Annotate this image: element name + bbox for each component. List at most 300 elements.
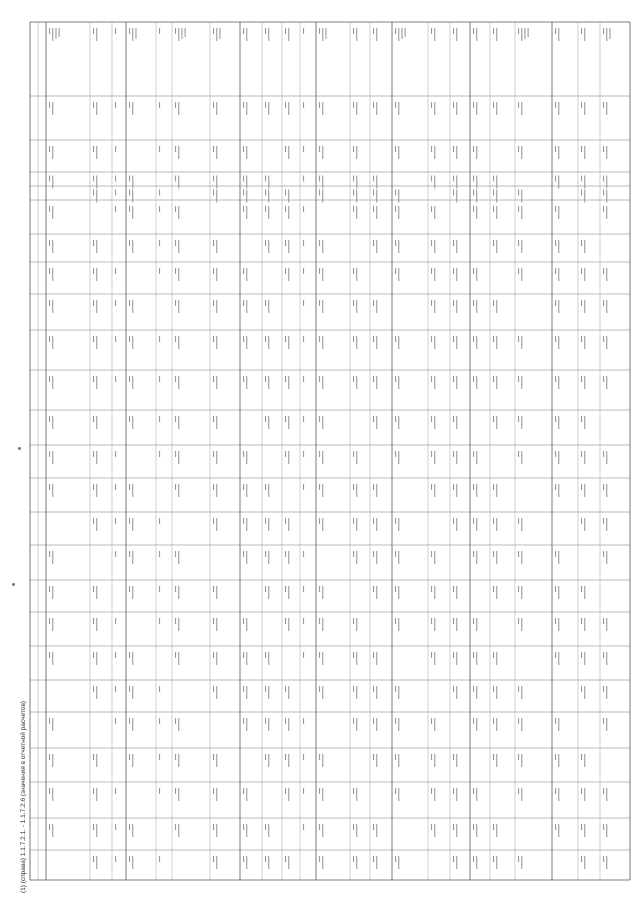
table-cell-text <box>603 518 604 524</box>
table-cell-text <box>96 336 97 349</box>
table-cell-text <box>493 206 494 212</box>
table-cell-text <box>558 416 559 429</box>
table-cell-text <box>319 268 320 274</box>
table-cell-text <box>265 376 266 382</box>
table-cell-text <box>178 102 179 115</box>
table-cell-text <box>521 240 522 253</box>
table-cell-text <box>453 240 454 246</box>
table-cell-text <box>434 206 435 219</box>
table-cell-text <box>606 376 607 389</box>
table-cell-text <box>268 102 269 115</box>
margin-mark <box>18 447 21 450</box>
table-cell-text <box>431 586 432 592</box>
table-cell-text <box>473 518 474 524</box>
table-cell-text <box>213 146 214 152</box>
table-cell-text <box>434 416 435 429</box>
table-cell-text <box>129 240 130 246</box>
table-cell-text <box>518 102 519 108</box>
table-cell-text <box>434 240 435 253</box>
table-cell-text <box>93 451 94 457</box>
table-cell-text <box>132 484 133 497</box>
table-cell-text <box>216 586 217 599</box>
table-cell-text <box>322 824 323 837</box>
table-cell-text <box>288 102 289 115</box>
table-cell-text <box>243 28 244 34</box>
table-cell-text <box>453 451 454 457</box>
table-cell-text <box>606 788 607 801</box>
table-cell-text <box>398 28 399 41</box>
table-cell-text <box>603 28 604 34</box>
table-cell-text <box>603 300 604 306</box>
table-cell-text <box>268 586 269 599</box>
table-cell-text <box>434 451 435 464</box>
table-cell-text <box>603 146 604 152</box>
table-cell-text <box>285 718 286 724</box>
table-cell-text <box>496 824 497 837</box>
table-cell-text <box>265 300 266 306</box>
table-cell-text <box>132 376 133 389</box>
table-cell-text <box>496 240 497 253</box>
table-cell-text <box>521 586 522 599</box>
table-cell-text <box>606 28 607 41</box>
table-cell-text <box>52 788 53 801</box>
table-cell-text <box>216 336 217 349</box>
table-cell-text <box>453 416 454 422</box>
table-cell-text <box>93 788 94 794</box>
table-cell-text <box>518 206 519 212</box>
table-cell-text <box>246 451 247 464</box>
table-cell-text <box>584 268 585 281</box>
table-cell-text <box>52 376 53 389</box>
table-cell-text <box>473 146 474 152</box>
table-cell-text <box>518 190 519 196</box>
table-cell-text <box>246 190 247 203</box>
table-cell-text <box>49 300 50 306</box>
table-cell-text <box>584 518 585 531</box>
table-cell-text <box>243 102 244 108</box>
table-cell-text <box>216 788 217 801</box>
table-cell-text <box>373 652 374 658</box>
table-cell-text <box>243 824 244 830</box>
table-cell-text <box>356 300 357 313</box>
table-cell-text <box>319 484 320 490</box>
table-cell-text <box>431 718 432 724</box>
table-cell-text <box>52 824 53 837</box>
table-cell-text <box>395 686 396 692</box>
table-cell-text <box>178 451 179 464</box>
table-cell-text <box>496 376 497 389</box>
table-cell-text <box>356 551 357 564</box>
table-cell-text <box>603 102 604 108</box>
table-cell-text <box>115 336 116 342</box>
table-cell-text <box>584 484 585 497</box>
table-cell-text <box>434 102 435 115</box>
table-cell-text <box>473 718 474 724</box>
table-cell-text <box>356 652 357 665</box>
table-cell-text <box>518 754 519 760</box>
table-cell-text <box>181 28 182 39</box>
table-cell-text <box>52 146 53 159</box>
table-cell-text <box>476 300 477 313</box>
table-cell-text <box>373 551 374 557</box>
table-cell-text <box>213 190 214 196</box>
table-cell-text <box>555 451 556 457</box>
table-cell-text <box>135 28 136 39</box>
table-cell-text <box>356 856 357 869</box>
table-cell-text <box>132 336 133 349</box>
table-cell-text <box>373 416 374 422</box>
table-cell-text <box>518 686 519 692</box>
table-cell-text <box>376 240 377 253</box>
table-cell-text <box>319 754 320 760</box>
table-cell-text <box>555 416 556 422</box>
table-cell-text <box>373 28 374 34</box>
table-cell-text <box>456 416 457 429</box>
table-cell-text <box>52 28 53 41</box>
table-cell-text <box>319 788 320 794</box>
table-cell-text <box>213 518 214 524</box>
table-cell-text <box>132 718 133 731</box>
table-cell-text <box>398 451 399 464</box>
table-cell-text <box>216 416 217 429</box>
table-cell-text <box>456 652 457 665</box>
table-cell-text <box>319 376 320 382</box>
table-cell-text <box>49 416 50 422</box>
table-cell-text <box>606 686 607 699</box>
table-cell-text <box>395 28 396 34</box>
table-cell-text <box>268 754 269 767</box>
table-cell-text <box>434 146 435 159</box>
table-cell-text <box>558 451 559 464</box>
table-cell-text <box>96 376 97 389</box>
table-cell-text <box>373 754 374 760</box>
table-cell-text <box>434 652 435 665</box>
table-cell-text <box>93 146 94 152</box>
table-cell-text <box>518 376 519 382</box>
table-cell-text <box>581 451 582 457</box>
table-cell-text <box>581 754 582 760</box>
table-cell-text <box>581 788 582 794</box>
table-cell-text <box>96 754 97 767</box>
table-cell-text <box>159 146 160 152</box>
table-cell-text <box>246 718 247 731</box>
table-cell-text <box>52 176 53 189</box>
table-cell-text <box>285 206 286 212</box>
table-cell-text <box>322 618 323 631</box>
table-cell-text <box>395 206 396 212</box>
table-cell-text <box>476 336 477 349</box>
table-cell-text <box>353 451 354 457</box>
table-cell-text <box>319 856 320 862</box>
table-cell-text <box>518 618 519 624</box>
table-cell-text <box>96 190 97 203</box>
table-cell-text <box>584 416 585 429</box>
table-cell-text <box>132 518 133 531</box>
table-cell-text <box>473 28 474 34</box>
table-cell-text <box>303 28 304 34</box>
table-cell-text <box>288 268 289 281</box>
table-cell-text <box>216 240 217 253</box>
table-cell-text <box>268 686 269 699</box>
table-cell-text <box>216 484 217 497</box>
table-cell-text <box>265 652 266 658</box>
table-cell-text <box>558 652 559 665</box>
table-cell-text <box>268 206 269 219</box>
table-cell-text <box>473 484 474 490</box>
table-cell-text <box>115 300 116 306</box>
table-cell-text <box>456 856 457 869</box>
table-cell-text <box>129 551 130 557</box>
table-cell-text <box>521 451 522 464</box>
table-cell-text <box>322 376 323 389</box>
table-cell-text <box>431 551 432 557</box>
table-cell-text <box>555 788 556 794</box>
table-cell-text <box>398 240 399 253</box>
table-cell-text <box>213 586 214 592</box>
table-cell-text <box>288 206 289 219</box>
table-cell-text <box>473 336 474 342</box>
table-cell-text <box>584 856 585 869</box>
table-cell-text <box>603 686 604 692</box>
table-cell-text <box>93 518 94 524</box>
table-cell-text <box>246 336 247 349</box>
table-cell-text <box>243 268 244 274</box>
table-cell-text <box>303 102 304 108</box>
table-cell-text <box>431 754 432 760</box>
table-cell-text <box>175 336 176 342</box>
table-cell-text <box>606 146 607 159</box>
table-cell-text <box>265 336 266 342</box>
table-cell-text <box>115 190 116 196</box>
table-cell-text <box>303 206 304 212</box>
table-cell-text <box>453 686 454 692</box>
table-cell-text <box>175 28 176 34</box>
table-cell-text <box>356 484 357 497</box>
table-cell-text <box>431 28 432 34</box>
table-cell-text <box>303 416 304 422</box>
table-cell-text <box>49 754 50 760</box>
table-cell-text <box>376 754 377 767</box>
table-cell-text <box>243 618 244 624</box>
table-cell-text <box>376 518 377 531</box>
table-cell-text <box>49 484 50 490</box>
table-cell-text <box>603 206 604 212</box>
table-cell-text <box>431 336 432 342</box>
table-cell-text <box>398 754 399 767</box>
table-cell-text <box>558 176 559 189</box>
table-cell-text <box>356 451 357 464</box>
table-cell-text <box>584 336 585 349</box>
table-cell-text <box>319 451 320 457</box>
table-cell-text <box>476 451 477 464</box>
table-cell-text <box>453 102 454 108</box>
table-cell-text <box>129 718 130 724</box>
table-cell-text <box>322 176 323 189</box>
table-cell-text <box>243 652 244 658</box>
table-cell-text <box>268 416 269 429</box>
table-cell-text <box>356 788 357 801</box>
table-cell-text <box>476 824 477 837</box>
table-cell-text <box>213 268 214 274</box>
table-cell-text <box>243 451 244 457</box>
table-cell-text <box>473 856 474 862</box>
table-cell-text <box>555 484 556 490</box>
table-cell-text <box>175 376 176 382</box>
table-cell-text <box>476 551 477 564</box>
table-cell-text <box>288 551 289 564</box>
table-cell-text <box>395 102 396 108</box>
table-cell-text <box>132 190 133 203</box>
table-cell-text <box>303 788 304 794</box>
table-cell-text <box>395 518 396 524</box>
table-cell-text <box>398 788 399 801</box>
table-cell-text <box>213 788 214 794</box>
table-cell-text <box>453 28 454 34</box>
table-cell-text <box>285 686 286 692</box>
table-cell-text <box>175 176 176 182</box>
table-cell-text <box>96 268 97 281</box>
table-cell-text <box>49 652 50 658</box>
table-cell-text <box>265 718 266 724</box>
table-cell-text <box>129 190 130 196</box>
table-cell-text <box>246 176 247 189</box>
table-cell-text <box>521 146 522 159</box>
table-cell-text <box>456 300 457 313</box>
table-cell-text <box>356 190 357 203</box>
table-cell-text <box>93 300 94 306</box>
table-cell-text <box>213 686 214 692</box>
table-cell-text <box>243 518 244 524</box>
table-cell-text <box>303 336 304 342</box>
table-cell-text <box>376 176 377 189</box>
table-cell-text <box>246 686 247 699</box>
table-cell-text <box>398 551 399 564</box>
table-cell-text <box>216 300 217 313</box>
table-cell-text <box>265 686 266 692</box>
table-cell-text <box>285 336 286 342</box>
table-cell-text <box>159 190 160 196</box>
table-cell-text <box>373 206 374 212</box>
table-cell-text <box>473 551 474 557</box>
table-cell-text <box>175 586 176 592</box>
table-cell-text <box>356 686 357 699</box>
table-cell-text <box>476 788 477 801</box>
table-cell-text <box>178 240 179 253</box>
table-cell-text <box>288 586 289 599</box>
table-cell-text <box>288 788 289 801</box>
table-cell-text <box>356 824 357 837</box>
table-cell-text <box>129 518 130 524</box>
table-cell-text <box>129 586 130 592</box>
table-cell-text <box>49 102 50 108</box>
table-cell-text <box>398 686 399 699</box>
table-cell-text <box>584 824 585 837</box>
table-cell-text <box>496 484 497 497</box>
table-cell-text <box>268 240 269 253</box>
table-cell-text <box>175 451 176 457</box>
table-cell-text <box>243 190 244 196</box>
table-cell-text <box>603 376 604 382</box>
table-cell-text <box>132 240 133 253</box>
table-cell-text <box>115 206 116 212</box>
table-cell-text <box>606 451 607 464</box>
table-cell-text <box>493 484 494 490</box>
table-cell-text <box>243 686 244 692</box>
table-cell-text <box>434 28 435 41</box>
table-cell-text <box>175 102 176 108</box>
table-cell-text <box>303 268 304 274</box>
table-cell-text <box>285 146 286 152</box>
table-cell-text <box>353 551 354 557</box>
table-cell-text <box>584 376 585 389</box>
table-cell-text <box>265 754 266 760</box>
table-cell-text <box>456 824 457 837</box>
table-cell-text <box>268 336 269 349</box>
table-cell-text <box>185 28 186 37</box>
table-cell-text <box>518 586 519 592</box>
table-cell-text <box>353 206 354 212</box>
table-cell-text <box>558 551 559 564</box>
table-cell-text <box>518 336 519 342</box>
table-cell-text <box>558 586 559 599</box>
table-cell-text <box>376 484 377 497</box>
table-cell-text <box>603 484 604 490</box>
table-cell-text <box>376 586 377 599</box>
table-cell-text <box>398 586 399 599</box>
table-cell-text <box>555 824 556 830</box>
table-cell-text <box>178 754 179 767</box>
table-cell-text <box>115 718 116 724</box>
table-cell-text <box>496 686 497 699</box>
table-cell-text <box>93 190 94 196</box>
table-cell-text <box>265 551 266 557</box>
table-cell-text <box>493 652 494 658</box>
table-cell-text <box>521 788 522 801</box>
table-cell-text <box>603 652 604 658</box>
table-cell-text <box>476 484 477 497</box>
table-cell-text <box>268 300 269 313</box>
table-cell-text <box>178 484 179 497</box>
table-cell-text <box>496 336 497 349</box>
table-cell-text <box>268 176 269 189</box>
table-cell-text <box>319 416 320 422</box>
table-cell-text <box>213 451 214 457</box>
table-cell-text <box>584 28 585 41</box>
table-cell-text <box>353 686 354 692</box>
table-cell-text <box>518 268 519 274</box>
table-cell-text <box>398 518 399 531</box>
table-cell-text <box>456 102 457 115</box>
table-cell-text <box>115 686 116 692</box>
table-cell-text <box>93 484 94 490</box>
table-cell-text <box>581 28 582 34</box>
table-cell-text <box>431 240 432 246</box>
table-cell-text <box>132 28 133 41</box>
table-cell-text <box>476 686 477 699</box>
table-cell-text <box>456 336 457 349</box>
table-cell-text <box>356 102 357 115</box>
table-cell-text <box>96 824 97 837</box>
table-cell-text <box>178 618 179 631</box>
table-cell-text <box>115 376 116 382</box>
table-cell-text <box>518 788 519 794</box>
table-cell-text <box>434 754 435 767</box>
table-cell-text <box>49 206 50 212</box>
table-cell-text <box>285 788 286 794</box>
table-cell-text <box>398 718 399 731</box>
table-cell-text <box>395 451 396 457</box>
table-cell-text <box>288 240 289 253</box>
